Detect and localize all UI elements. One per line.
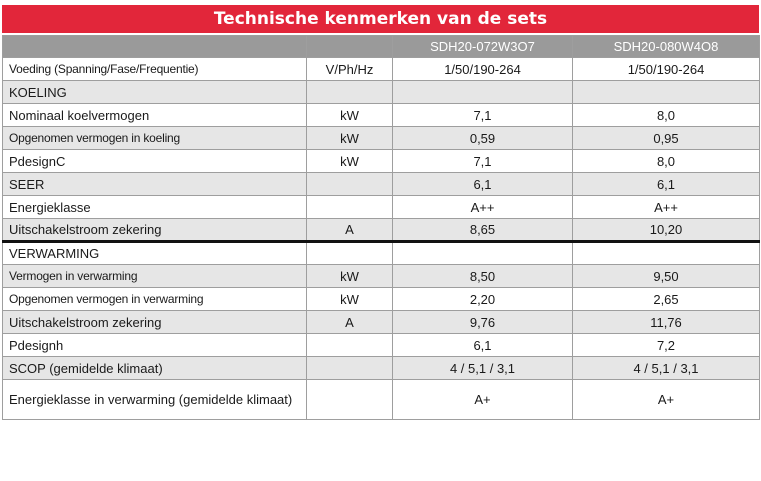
- table-row: [3, 265, 760, 288]
- table-row: [3, 173, 760, 196]
- row-label: Energieklasse: [3, 196, 307, 219]
- table-row: [3, 196, 760, 219]
- row-value-b: 6,1: [573, 173, 760, 196]
- header-unit: [307, 36, 393, 58]
- row-value-a: A+: [393, 380, 573, 420]
- row-value-b: 11,76: [573, 311, 760, 334]
- row-label: Vermogen in verwarming: [3, 265, 307, 288]
- row-label: Opgenomen vermogen in koeling: [3, 127, 307, 150]
- row-value-a: 6,1: [393, 173, 573, 196]
- spec-table: [2, 35, 760, 420]
- row-value-a: 6,1: [393, 334, 573, 357]
- row-unit: [307, 81, 393, 104]
- row-value-b: [573, 81, 760, 104]
- row-label: Energieklasse in verwarming (gemidelde klimaat): [3, 380, 307, 420]
- row-value-a: [393, 81, 573, 104]
- row-unit: [307, 196, 393, 219]
- header-model-b: SDH20-080W4O8: [573, 36, 760, 58]
- row-unit: A: [307, 219, 393, 242]
- section-row-koeling: [3, 81, 760, 104]
- section-label: VERWARMING: [3, 242, 307, 265]
- row-value-b: 10,20: [573, 219, 760, 242]
- row-label: PdesignC: [3, 150, 307, 173]
- table-row: [3, 334, 760, 357]
- row-value-b: 7,2: [573, 334, 760, 357]
- row-value-a: 8,50: [393, 265, 573, 288]
- row-label: SCOP (gemidelde klimaat): [3, 357, 307, 380]
- row-label: Uitschakelstroom zekering: [3, 311, 307, 334]
- row-label: Pdesignh: [3, 334, 307, 357]
- row-value-a: 1/50/190-264: [393, 58, 573, 81]
- section-row-verwarming: [3, 242, 760, 265]
- row-label: Opgenomen vermogen in verwarming: [3, 288, 307, 311]
- row-label: SEER: [3, 173, 307, 196]
- row-value-a: A++: [393, 196, 573, 219]
- row-unit: kW: [307, 127, 393, 150]
- row-label: Voeding (Spanning/Fase/Frequentie): [3, 58, 307, 81]
- section-label: KOELING: [3, 81, 307, 104]
- table-row: [3, 288, 760, 311]
- spec-sheet: [2, 5, 759, 420]
- row-value-b: 1/50/190-264: [573, 58, 760, 81]
- row-unit: [307, 242, 393, 265]
- row-value-a: 2,20: [393, 288, 573, 311]
- row-value-a: 0,59: [393, 127, 573, 150]
- row-unit: [307, 380, 393, 420]
- table-row: [3, 127, 760, 150]
- row-value-b: A++: [573, 196, 760, 219]
- row-unit: A: [307, 311, 393, 334]
- table-row: [3, 150, 760, 173]
- row-unit: kW: [307, 150, 393, 173]
- table-row: [3, 380, 760, 420]
- row-unit: kW: [307, 288, 393, 311]
- row-unit: kW: [307, 265, 393, 288]
- row-value-b: A+: [573, 380, 760, 420]
- row-value-b: [573, 242, 760, 265]
- row-value-b: 2,65: [573, 288, 760, 311]
- table-row: [3, 311, 760, 334]
- row-value-a: 4 / 5,1 / 3,1: [393, 357, 573, 380]
- row-value-b: 8,0: [573, 150, 760, 173]
- row-label: Nominaal koelvermogen: [3, 104, 307, 127]
- table-row: [3, 357, 760, 380]
- row-value-b: 0,95: [573, 127, 760, 150]
- table-row: [3, 219, 760, 242]
- header-label: [3, 36, 307, 58]
- header-row: [3, 36, 760, 58]
- row-value-a: 8,65: [393, 219, 573, 242]
- row-value-a: [393, 242, 573, 265]
- row-unit: [307, 173, 393, 196]
- row-value-b: 9,50: [573, 265, 760, 288]
- row-unit: [307, 334, 393, 357]
- table-row: [3, 58, 760, 81]
- row-value-a: 7,1: [393, 104, 573, 127]
- table-title: Technische kenmerken van de sets: [2, 5, 759, 33]
- row-value-b: 4 / 5,1 / 3,1: [573, 357, 760, 380]
- header-model-a: SDH20-072W3O7: [393, 36, 573, 58]
- table-row: [3, 104, 760, 127]
- row-value-a: 9,76: [393, 311, 573, 334]
- row-value-b: 8,0: [573, 104, 760, 127]
- row-unit: V/Ph/Hz: [307, 58, 393, 81]
- row-unit: [307, 357, 393, 380]
- row-value-a: 7,1: [393, 150, 573, 173]
- row-unit: kW: [307, 104, 393, 127]
- row-label: Uitschakelstroom zekering: [3, 219, 307, 242]
